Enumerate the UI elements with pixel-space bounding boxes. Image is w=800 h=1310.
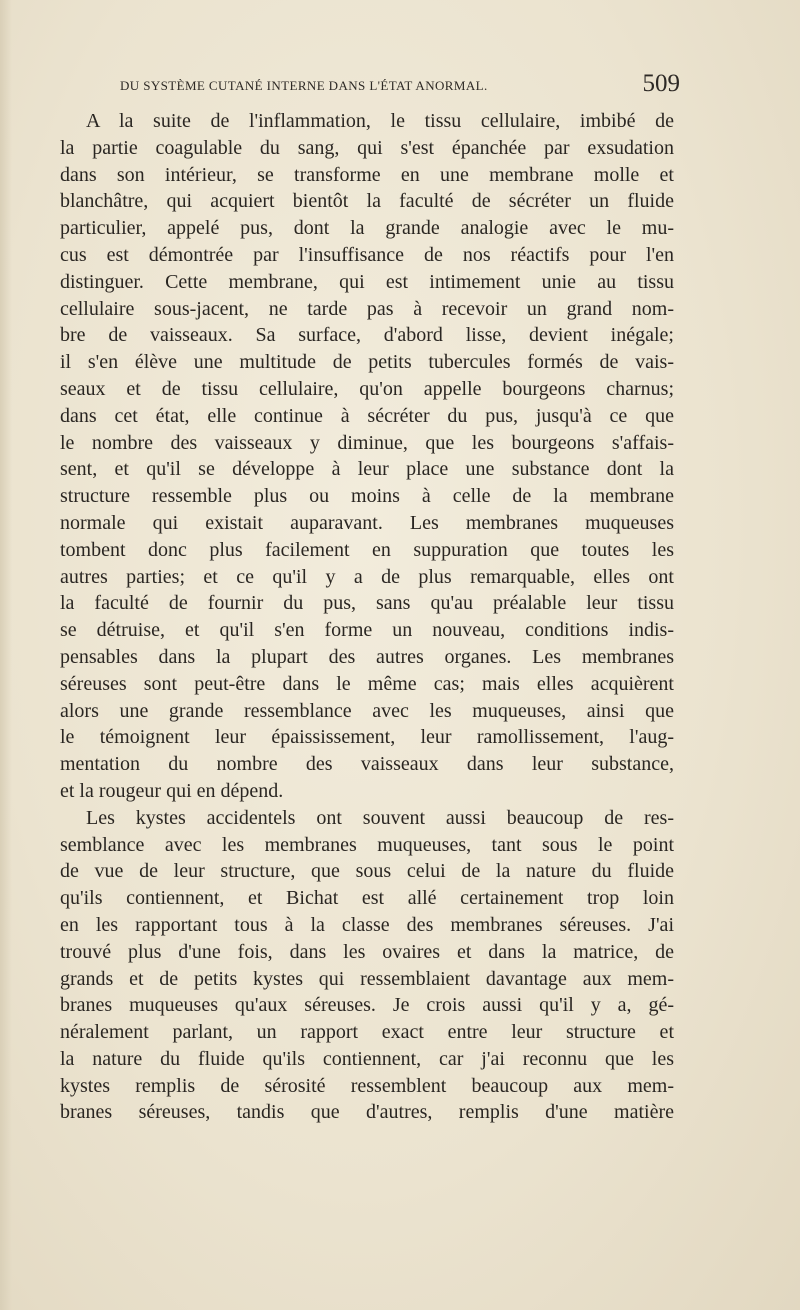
- text-line: le nombre des vaisseaux y diminue, que les bourgeons s'affais-: [60, 431, 674, 454]
- text-line: distinguer. Cette membrane, qui est intimement unie au tissu: [60, 270, 674, 293]
- text-line: normale qui existait auparavant. Les membranes muqueuses: [60, 511, 674, 534]
- text-line: Les kystes accidentels ont souvent aussi beaucoup de res-: [86, 806, 674, 829]
- text-line: se détruise, et qu'il s'en forme un nouveau, conditions indis-: [60, 619, 674, 642]
- text-line: dans son intérieur, se transforme en une membrane molle et: [60, 163, 674, 186]
- text-line: branes séreuses, tandis que d'autres, remplis d'une matière: [60, 1101, 674, 1124]
- text-line: cellulaire sous-jacent, ne tarde pas à recevoir un grand nom-: [60, 297, 674, 320]
- text-line: en les rapportant tous à la classe des membranes séreuses. J'ai: [60, 913, 674, 936]
- text-line: la partie coagulable du sang, qui s'est épanchée par exsudation: [60, 136, 674, 159]
- text-line: dans cet état, elle continue à sécréter du pus, jusqu'à ce que: [60, 404, 674, 427]
- text-line: seaux et de tissu cellulaire, qu'on appelle bourgeons charnus;: [60, 377, 674, 400]
- text-line: tombent donc plus facilement en suppuration que toutes les: [60, 538, 674, 561]
- text-line: autres parties; et ce qu'il y a de plus remarquable, elles ont: [60, 565, 674, 588]
- page-number: 509: [642, 70, 680, 97]
- page-header: [120, 70, 680, 110]
- text-line: de vue de leur structure, que sous celui de la nature du fluide: [60, 860, 674, 883]
- text-line: et la rougeur qui en dépend.: [60, 779, 284, 802]
- text-line: la faculté de fournir du pus, sans qu'au préalable leur tissu: [60, 592, 674, 615]
- text-line: qu'ils contiennent, et Bichat est allé certainement trop loin: [60, 887, 674, 910]
- page-edge-shadow: [0, 0, 12, 1310]
- running-head: DU SYSTÈME CUTANÉ INTERNE DANS L'ÉTAT ANORMAL.: [120, 78, 488, 93]
- text-line: trouvé plus d'une fois, dans les ovaires et dans la matrice, de: [60, 940, 674, 963]
- text-line: mentation du nombre des vaisseaux dans leur substance,: [60, 753, 674, 776]
- text-line: grands et de petits kystes qui ressemblaient davantage aux mem-: [60, 967, 674, 990]
- text-line: alors une grande ressemblance avec les muqueuses, ainsi que: [60, 699, 674, 722]
- text-line: néralement parlant, un rapport exact entre leur structure et: [60, 1021, 674, 1044]
- text-line: structure ressemble plus ou moins à celle de la membrane: [60, 485, 674, 508]
- text-line: A la suite de l'inflammation, le tissu cellulaire, imbibé de: [86, 110, 674, 132]
- text-line: blanchâtre, qui acquiert bientôt la faculté de sécréter un fluide: [60, 190, 674, 213]
- text-line: semblance avec les membranes muqueuses, tant sous le point: [60, 833, 674, 856]
- text-line: branes muqueuses qu'aux séreuses. Je crois aussi qu'il y a, gé-: [60, 994, 674, 1017]
- text-line: il s'en élève une multitude de petits tubercules formés de vais-: [60, 351, 674, 374]
- text-line: la nature du fluide qu'ils contiennent, car j'ai reconnu que les: [60, 1047, 674, 1070]
- text-line: bre de vaisseaux. Sa surface, d'abord lisse, devient inégale;: [60, 324, 674, 347]
- text-line: cus est démontrée par l'insuffisance de nos réactifs pour l'en: [60, 243, 674, 266]
- text-line: sent, et qu'il se développe à leur place une substance dont la: [60, 458, 674, 481]
- text-line: le témoignent leur épaississement, leur ramollissement, l'aug-: [60, 726, 674, 749]
- text-line: séreuses sont peut-être dans le même cas; mais elles acquièrent: [60, 672, 674, 695]
- body-text: [60, 108, 674, 1126]
- text-line: particulier, appelé pus, dont la grande analogie avec le mu-: [60, 217, 674, 240]
- text-line: kystes remplis de sérosité ressemblent beaucoup aux mem-: [60, 1074, 674, 1097]
- text-line: pensables dans la plupart des autres organes. Les membranes: [60, 645, 674, 668]
